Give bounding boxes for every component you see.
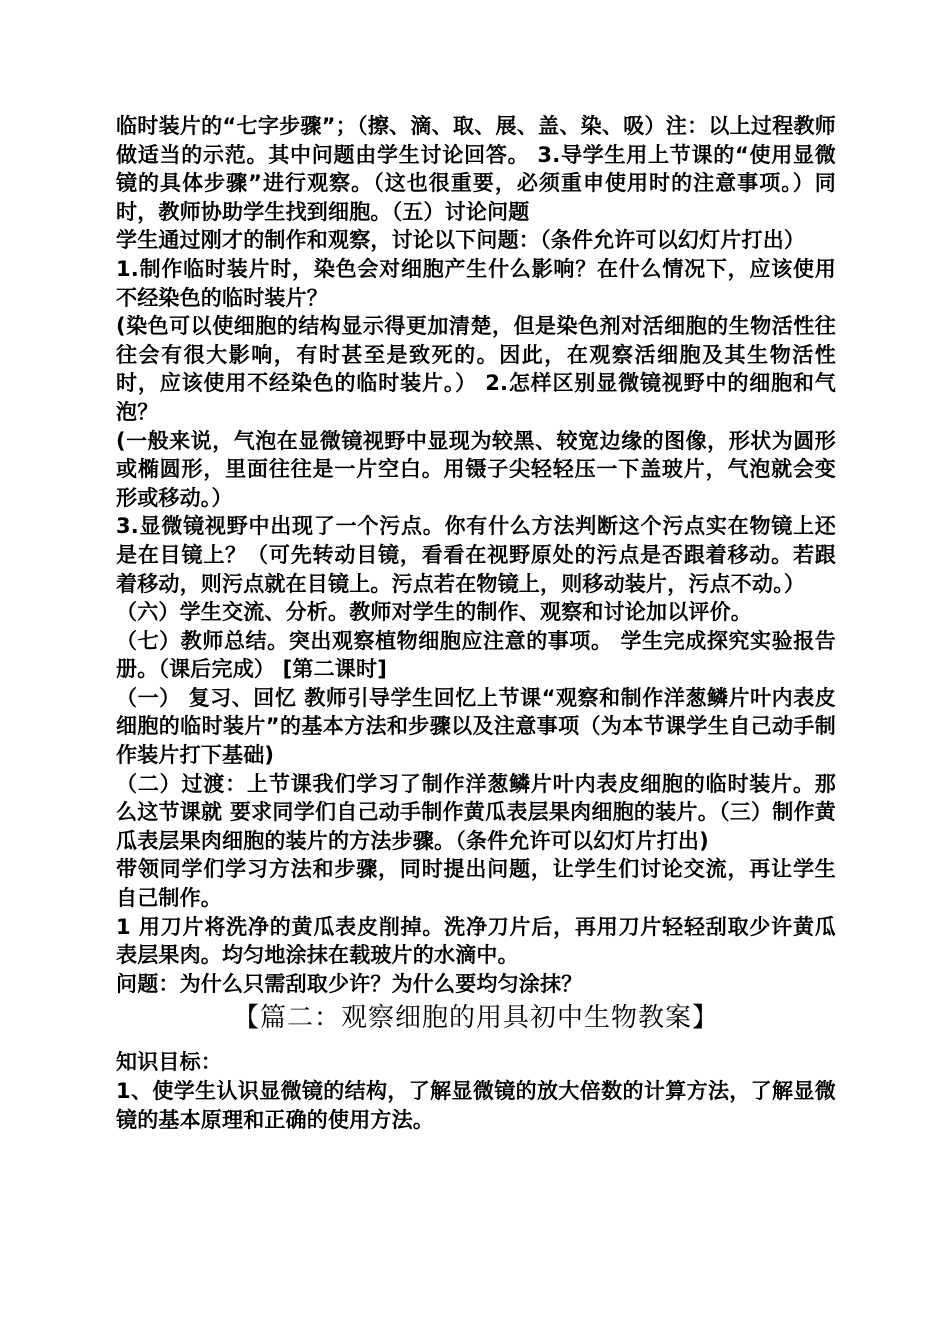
knowledge-goal-label: 知识目标： bbox=[116, 1050, 222, 1075]
paragraph-13: 问题：为什么只需刮取少许？为什么要均匀涂抹？ bbox=[116, 971, 583, 996]
paragraph-4: (染色可以使细胞的结构显示得更加清楚，但是染色剂对活细胞的生物活性往往会有很大影响，有时甚至是致死的。因此，在观察活细胞及其生物活性时，应该使用不经染色的临时装片。） 2.怎样区别显微镜视野中的细胞和气泡？ bbox=[116, 314, 836, 424]
document-body bbox=[116, 112, 836, 1134]
paragraph-12: 1 用刀片将洗净的黄瓜表皮削掉。洗净刀片后，再用刀片轻轻刮取少许黄瓜表层果肉。均匀地涂抹在载玻片的水滴中。 bbox=[116, 914, 836, 968]
paragraph-3: 1.制作临时装片时，染色会对细胞产生什么影响？在什么情况下，应该使用不经染色的临时装片？ bbox=[116, 256, 836, 310]
paragraph-5: (一般来说，气泡在显微镜视野中显现为较黑、较宽边缘的图像，形状为圆形或椭圆形，里面往往是一片空白。用镊子尖轻轻压一下盖玻片，气泡就会变形或移动。） bbox=[116, 428, 836, 510]
paragraph-10: （二）过渡：上节课我们学习了制作洋葱鳞片叶内表皮细胞的临时装片。那么这节课就 要求同学们自己动手制作黄瓜表层果肉细胞的装片。（三）制作黄瓜表层果肉细胞的装片的方法步骤。（条件允许可以幻灯片打出) bbox=[116, 771, 836, 853]
section-heading: 【篇二：观察细胞的用具初中生物教案】 bbox=[232, 1003, 719, 1034]
paragraph-1: 临时装片的“七字步骤”；（擦、滴、取、展、盖、染、吸）注：以上过程教师做适当的示范。其中问题由学生讨论回答。 3.导学生用上节课的“使用显微镜的具体步骤”进行观察。（这也很重要，必须重申使用时的注意事项。）同时，教师协助学生找到细胞。（五）讨论问题 bbox=[116, 114, 836, 224]
paragraph-6: 3.显微镜视野中出现了一个污点。你有什么方法判断这个污点实在物镜上还是在目镜上？（可先转动目镜，看看在视野原处的污点是否跟着移动。若跟着移动，则污点就在目镜上。污点若在物镜上，则移动装片，污点不动。） bbox=[116, 514, 836, 596]
paragraph-7: （六）学生交流、分析。教师对学生的制作、观察和讨论加以评价。 bbox=[116, 600, 752, 625]
paragraph-11: 带领同学们学习方法和步骤，同时提出问题，让学生们讨论交流，再让学生自己制作。 bbox=[116, 857, 836, 911]
knowledge-goal-item: 1、使学生认识显微镜的结构，了解显微镜的放大倍数的计算方法，了解显微镜的基本原理和正确的使用方法。 bbox=[116, 1079, 836, 1132]
paragraph-2: 学生通过刚才的制作和观察，讨论以下问题：（条件允许可以幻灯片打出） bbox=[116, 228, 806, 253]
paragraph-9: （一） 复习、回忆 教师引导学生回忆上节课“观察和制作洋葱鳞片叶内表皮细胞的临时装片”的基本方法和步骤以及注意事项（为本节课学生自己动手制作装片打下基础) bbox=[116, 685, 836, 768]
paragraph-8: （七）教师总结。突出观察植物细胞应注意的事项。 学生完成探究实验报告册。（课后完成） [第二课时] bbox=[116, 628, 836, 682]
